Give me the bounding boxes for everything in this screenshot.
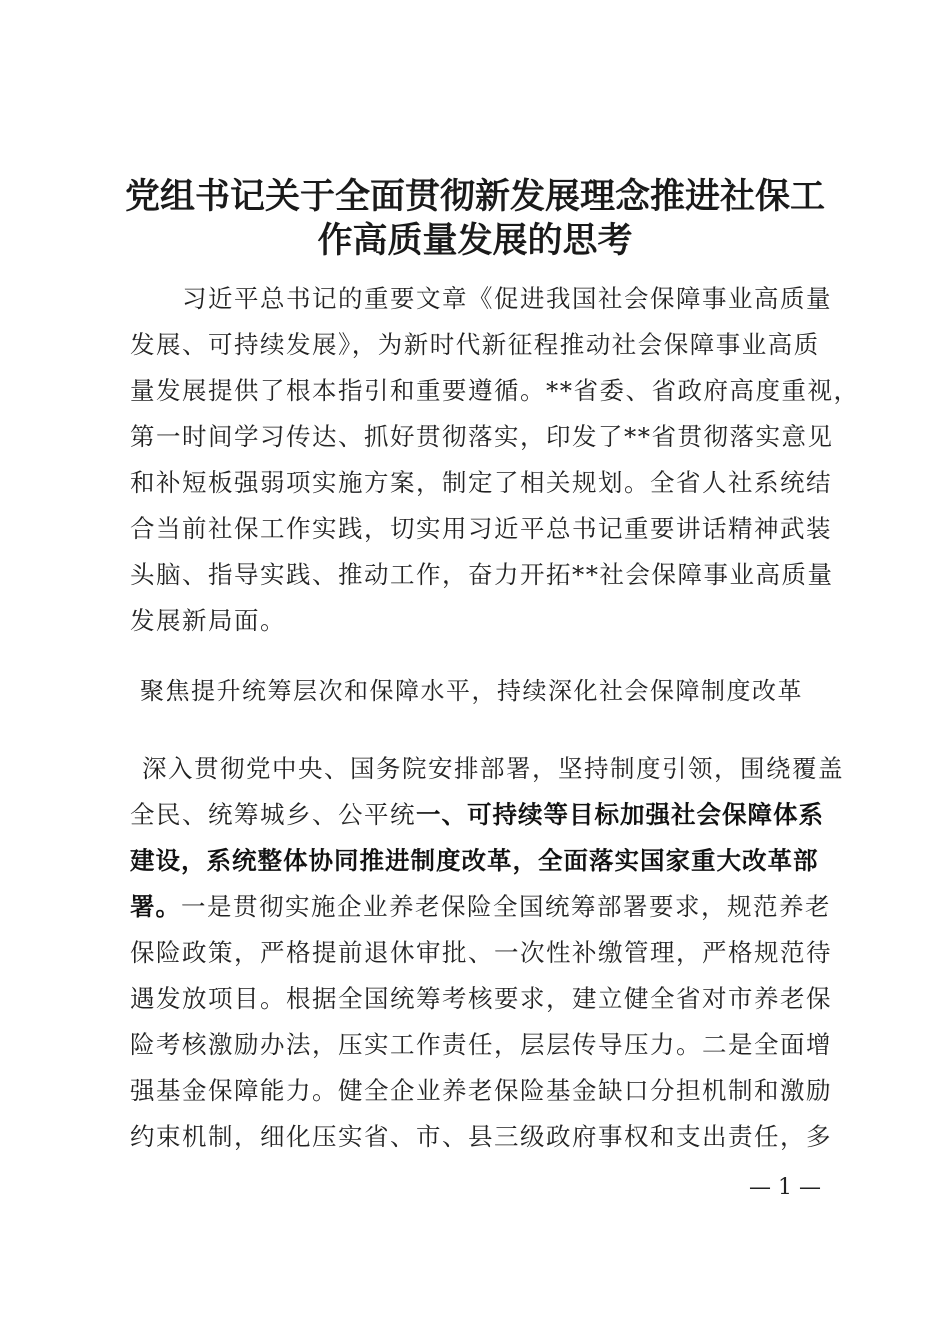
intro-line: 第一时间学习传达、抓好贯彻落实，印发了**省贯彻落实意见 bbox=[130, 422, 834, 451]
body-bold-line: 建设，系统整体协同推进制度改革，全面落实国家重大改革部 bbox=[130, 846, 819, 875]
body-line: 保险政策，严格提前退休审批、一次性补缴管理，严格规范待 bbox=[130, 938, 832, 967]
body-line: 强基金保障能力。健全企业养老保险基金缺口分担机制和激励 bbox=[130, 1076, 832, 1105]
body-bold-text: 署。 bbox=[130, 892, 181, 921]
body-text: 全民、统筹城乡、公平统 bbox=[130, 800, 416, 829]
body-line: 约束机制，细化压实省、市、县三级政府事权和支出责任，多 bbox=[130, 1122, 832, 1151]
body-bold-text: 一、可持续等目标加强社会保障体系 bbox=[416, 800, 824, 829]
intro-line: 发展、可持续发展》，为新时代新征程推动社会保障事业高质 bbox=[130, 330, 820, 359]
page-number: — 1 — bbox=[749, 1175, 821, 1200]
intro-line: 和补短板强弱项实施方案，制定了相关规划。全省人社系统结 bbox=[130, 468, 832, 497]
intro-line: 合当前社保工作实践，切实用习近平总书记重要讲话精神武装 bbox=[130, 514, 832, 543]
section-heading: 聚焦提升统筹层次和保障水平，持续深化社会保障制度改革 bbox=[140, 677, 803, 705]
body-line: 险考核激励办法，压实工作责任，层层传导压力。二是全面增 bbox=[130, 1030, 832, 1059]
intro-line: 头脑、指导实践、推动工作，奋力开拓**社会保障事业高质量 bbox=[130, 560, 834, 589]
title-line-1: 党组书记关于全面贯彻新发展理念推进社保工 bbox=[124, 176, 825, 217]
body-line: 遇发放项目。根据全国统筹考核要求，建立健全省对市养老保 bbox=[130, 984, 832, 1013]
intro-line: 发展新局面。 bbox=[130, 606, 286, 635]
body-line: 深入贯彻党中央、国务院安排部署，坚持制度引领，围绕覆盖 bbox=[142, 754, 844, 783]
body-line bbox=[130, 884, 830, 930]
body-line bbox=[130, 792, 830, 838]
intro-paragraph bbox=[130, 276, 860, 644]
intro-line: 量发展提供了根本指引和重要遵循。**省委、省政府高度重视， bbox=[130, 376, 860, 405]
body-paragraph bbox=[130, 746, 844, 1160]
body-text: 一是贯彻实施企业养老保险全国统筹部署要求，规范养老 bbox=[181, 892, 831, 921]
document-title bbox=[100, 175, 850, 263]
intro-line: 习近平总书记的重要文章《促进我国社会保障事业高质量 bbox=[130, 284, 832, 313]
title-line-2: 作高质量发展的思考 bbox=[317, 220, 633, 261]
